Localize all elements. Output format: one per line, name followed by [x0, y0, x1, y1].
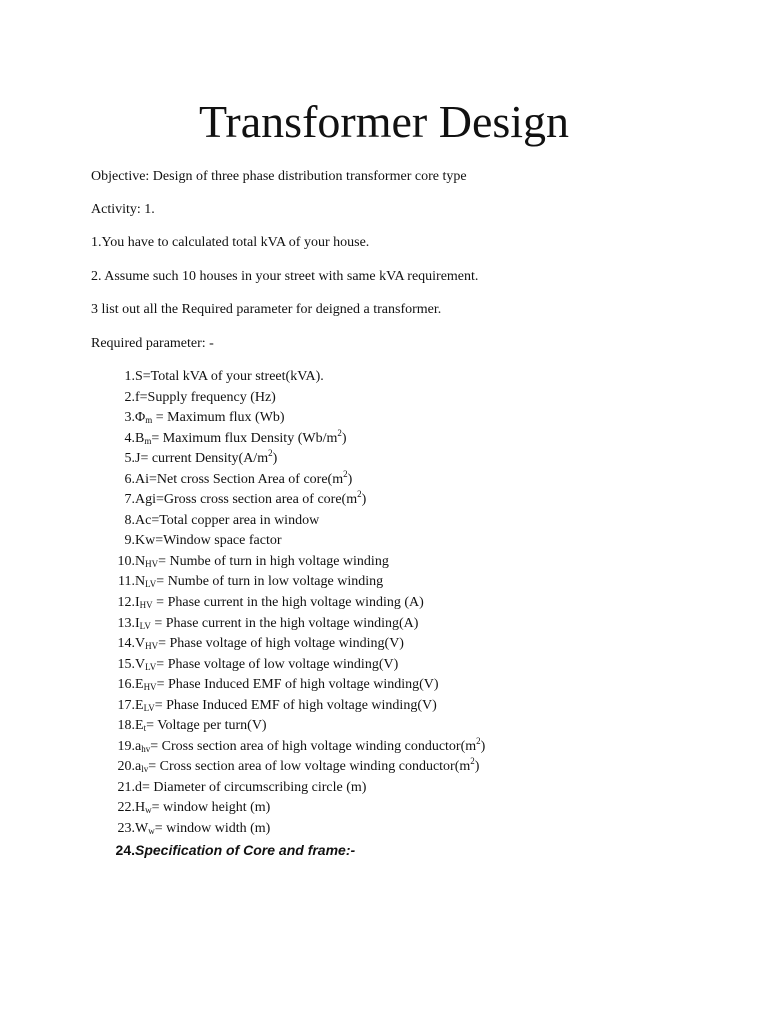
list-item-text	[135, 675, 439, 695]
parameter-closing: )	[474, 759, 480, 775]
parameter-closing: )	[480, 738, 486, 754]
list-item-text	[135, 798, 270, 818]
parameter-description: = Voltage per turn(V)	[146, 718, 267, 734]
list-item-number: 23.	[117, 821, 135, 837]
list-item-text	[135, 614, 418, 634]
list-item-number: 11.	[118, 574, 135, 590]
list-item-number: 18.	[117, 718, 135, 734]
parameter-description: = Numbe of turn in low voltage winding	[156, 574, 384, 590]
list-item-text	[135, 552, 389, 572]
list-item-text	[135, 429, 347, 449]
list-item-number: 17.	[117, 697, 135, 713]
list-item-number: 15.	[117, 656, 135, 672]
parameter-symbol: V	[135, 656, 146, 672]
parameter-symbol: I	[135, 595, 140, 611]
list-item-text	[135, 819, 270, 839]
parameter-superscript: 2	[470, 756, 475, 767]
parameter-subscript: LV	[145, 661, 157, 672]
list-item-number: 12.	[117, 595, 135, 611]
parameter-description: = Phase current in the high voltage winding(A)	[150, 615, 419, 631]
parameter-symbol: Φ	[135, 410, 146, 426]
list-item-text	[135, 408, 285, 428]
parameter-subscript: HV	[145, 558, 159, 569]
list-item-text	[135, 511, 319, 531]
list-item-number: 4.	[124, 430, 135, 446]
parameter-description: J= current Density(A/m	[135, 451, 269, 467]
parameter-symbol: V	[135, 636, 146, 652]
list-item-number: 6.	[124, 471, 135, 487]
parameter-description: = Maximum flux Density (Wb/m	[151, 430, 338, 446]
list-item-number: 7.	[124, 492, 135, 508]
parameter-subscript: w	[148, 826, 155, 837]
step-1-paragraph: 1.You have to calculated total kVA of your house.	[91, 235, 370, 250]
parameter-subscript: LV	[139, 620, 151, 631]
list-item-number: 9.	[124, 533, 135, 549]
list-item-text	[135, 757, 479, 777]
parameter-closing: )	[341, 430, 347, 446]
list-item-text	[135, 840, 355, 860]
list-item-number: 20.	[117, 759, 135, 775]
list-item-text	[135, 593, 424, 613]
parameter-description: = window width (m)	[154, 821, 271, 837]
parameter-description: = Phase current in the high voltage winding (A)	[152, 595, 424, 611]
parameter-symbol: N	[135, 574, 146, 590]
parameter-symbol: H	[135, 800, 146, 816]
list-item-text	[135, 696, 437, 716]
list-item-number: 22.	[117, 800, 135, 816]
parameter-description: Ai=Net cross Section Area of core(m	[135, 471, 344, 487]
list-item-text	[135, 655, 398, 675]
parameter-subscript: HV	[145, 641, 159, 652]
list-item-number: 10.	[117, 553, 135, 569]
parameter-superscript: 2	[268, 448, 273, 459]
parameter-closing: )	[361, 492, 367, 508]
parameter-subscript: lv	[141, 764, 149, 775]
list-item-text	[135, 737, 485, 757]
list-item-number: 3.	[124, 410, 135, 426]
parameter-symbol: I	[135, 615, 140, 631]
parameter-description: d= Diameter of circumscribing circle (m)	[135, 779, 367, 795]
parameter-description: Ac=Total copper area in window	[135, 512, 320, 528]
list-item-text	[135, 531, 282, 551]
parameter-subscript: HV	[139, 600, 153, 611]
parameter-symbol: N	[135, 553, 146, 569]
step-3-paragraph: 3 list out all the Required parameter for deigned a transformer.	[91, 302, 442, 317]
parameter-description: = window height (m)	[151, 800, 271, 816]
parameter-subscript: HV	[143, 682, 157, 693]
list-item-number: 24.	[115, 841, 135, 858]
parameter-description: Kw=Window space factor	[135, 533, 282, 549]
parameter-symbol: a	[135, 738, 142, 754]
list-item-number: 2.	[124, 389, 135, 405]
activity-paragraph: Activity: 1.	[91, 202, 155, 217]
parameter-subscript: LV	[145, 579, 157, 590]
parameter-superscript: 2	[476, 735, 481, 746]
list-item-number: 1.	[124, 369, 135, 384]
list-item-text	[135, 367, 324, 387]
parameter-closing: )	[347, 471, 353, 487]
required-parameter-heading: Required parameter: -	[91, 336, 214, 351]
parameter-subscript: m	[144, 435, 152, 446]
objective-paragraph: Objective: Design of three phase distribution transformer core type	[91, 169, 467, 184]
list-item-number: 16.	[117, 677, 135, 693]
parameter-subscript: t	[143, 723, 147, 734]
parameter-description: f=Supply frequency (Hz)	[135, 389, 276, 405]
list-item-number: 5.	[124, 451, 135, 467]
list-item-number: 14.	[117, 636, 135, 652]
parameter-symbol: W	[135, 821, 149, 837]
parameter-description: Specification of Core and frame:-	[135, 841, 356, 858]
parameter-symbol: E	[135, 697, 144, 713]
step-2-paragraph: 2. Assume such 10 houses in your street with same kVA requirement.	[91, 269, 479, 284]
parameter-subscript: hv	[141, 743, 151, 754]
parameter-subscript: LV	[143, 702, 155, 713]
parameter-description: = Phase voltage of low voltage winding(V)	[156, 656, 399, 672]
parameter-symbol: E	[135, 677, 144, 693]
parameter-superscript: 2	[337, 427, 342, 438]
parameter-description: = Maximum flux (Wb)	[152, 410, 285, 426]
list-item-text	[135, 778, 366, 798]
parameter-description: S=Total kVA of your street(kVA).	[135, 369, 324, 384]
list-item-text	[135, 490, 366, 510]
list-item-number: 21.	[117, 779, 135, 795]
parameter-description: Agi=Gross cross section area of core(m	[135, 492, 358, 508]
document-title: Transformer Design	[198, 96, 570, 147]
parameter-subscript: w	[145, 805, 152, 816]
parameter-description: = Phase Induced EMF of high voltage winding(V)	[156, 677, 439, 693]
parameter-closing: )	[272, 451, 278, 467]
parameter-symbol: B	[135, 430, 145, 446]
list-item-number: 8.	[124, 512, 135, 528]
parameter-description: = Phase Induced EMF of high voltage winding(V)	[154, 697, 437, 713]
list-item-text	[135, 470, 352, 490]
parameter-description: = Cross section area of low voltage winding conductor(m	[148, 759, 471, 775]
list-item-number: 19.	[117, 738, 135, 754]
parameter-description: = Numbe of turn in high voltage winding	[158, 553, 389, 569]
parameter-description: = Cross section area of high voltage winding conductor(m	[150, 738, 477, 754]
list-item-text	[135, 388, 276, 408]
parameter-symbol: a	[135, 759, 142, 775]
parameter-description: = Phase voltage of high voltage winding(V)	[158, 636, 404, 652]
parameter-symbol: E	[135, 718, 144, 734]
parameter-superscript: 2	[357, 489, 362, 500]
parameter-subscript: m	[145, 415, 153, 426]
parameter-superscript: 2	[343, 468, 348, 479]
list-item-text	[135, 572, 383, 592]
list-item-number: 13.	[117, 615, 135, 631]
list-item-text	[135, 716, 267, 736]
list-item-text	[135, 449, 277, 469]
list-item-text	[135, 634, 404, 654]
